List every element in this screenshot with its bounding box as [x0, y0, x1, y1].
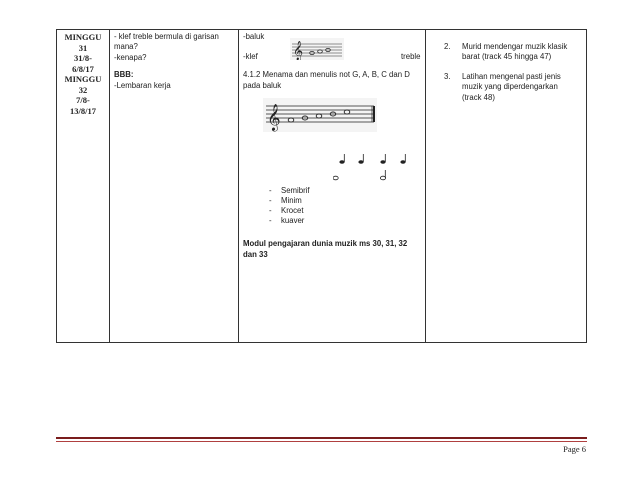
week-line: 32: [78, 84, 88, 95]
content-cell: [239, 30, 426, 343]
week-line: 6/8/17: [72, 63, 94, 74]
activity-list: [426, 42, 586, 103]
svg-text:𝄞: 𝄞: [267, 105, 281, 132]
week-line: 7/8-: [76, 95, 90, 105]
list-item: - kuaver: [269, 215, 305, 225]
page-number: Page 6: [563, 444, 586, 454]
table-row: [57, 30, 587, 343]
svg-text:𝄞: 𝄞: [293, 41, 304, 60]
baluk-text: -baluk: [243, 32, 265, 41]
week-line: MINGGU: [64, 32, 102, 42]
week-line: 31: [78, 42, 88, 53]
week-cell: [57, 30, 110, 343]
list-item: - Semibrif: [269, 186, 310, 196]
question-text: - klef treble bermula di garisan mana?: [114, 32, 219, 52]
lesson-plan-table: [56, 29, 587, 343]
list-item: 3. Latihan mengenal pasti jenis muzik yang diperdengarkan (track 48): [444, 71, 561, 102]
objective-text: 4.1.2 Menama dan menulis not G, A, B, C dan D pada baluk: [243, 70, 410, 90]
week-line: 13/8/17: [70, 105, 96, 116]
question-text: -kenapa?: [114, 52, 147, 62]
bbb-value: -Lembaran kerja: [114, 80, 171, 90]
questions-cell: [110, 30, 239, 343]
klef-text: -klef: [243, 52, 258, 62]
list-item: - Krocet: [269, 205, 304, 215]
note-values-image: [333, 154, 409, 184]
note-values-list: [269, 186, 422, 225]
module-reference: Modul pengajaran dunia muzik ms 30, 31, 32 dan 33: [243, 239, 408, 259]
week-line: 31/8-: [74, 53, 92, 63]
activities-cell: [426, 30, 587, 343]
gabcd-staff-image: [263, 98, 377, 132]
week-line: MINGGU: [64, 74, 102, 84]
bbb-label: BBB:: [114, 70, 134, 80]
footer-divider: [56, 441, 587, 442]
footer-divider: [56, 437, 587, 439]
treble-text: treble: [401, 52, 421, 62]
list-item: - Minim: [269, 196, 302, 206]
list-item: 2. Murid mendengar muzik klasik barat (track 45 hingga 47): [444, 42, 568, 62]
